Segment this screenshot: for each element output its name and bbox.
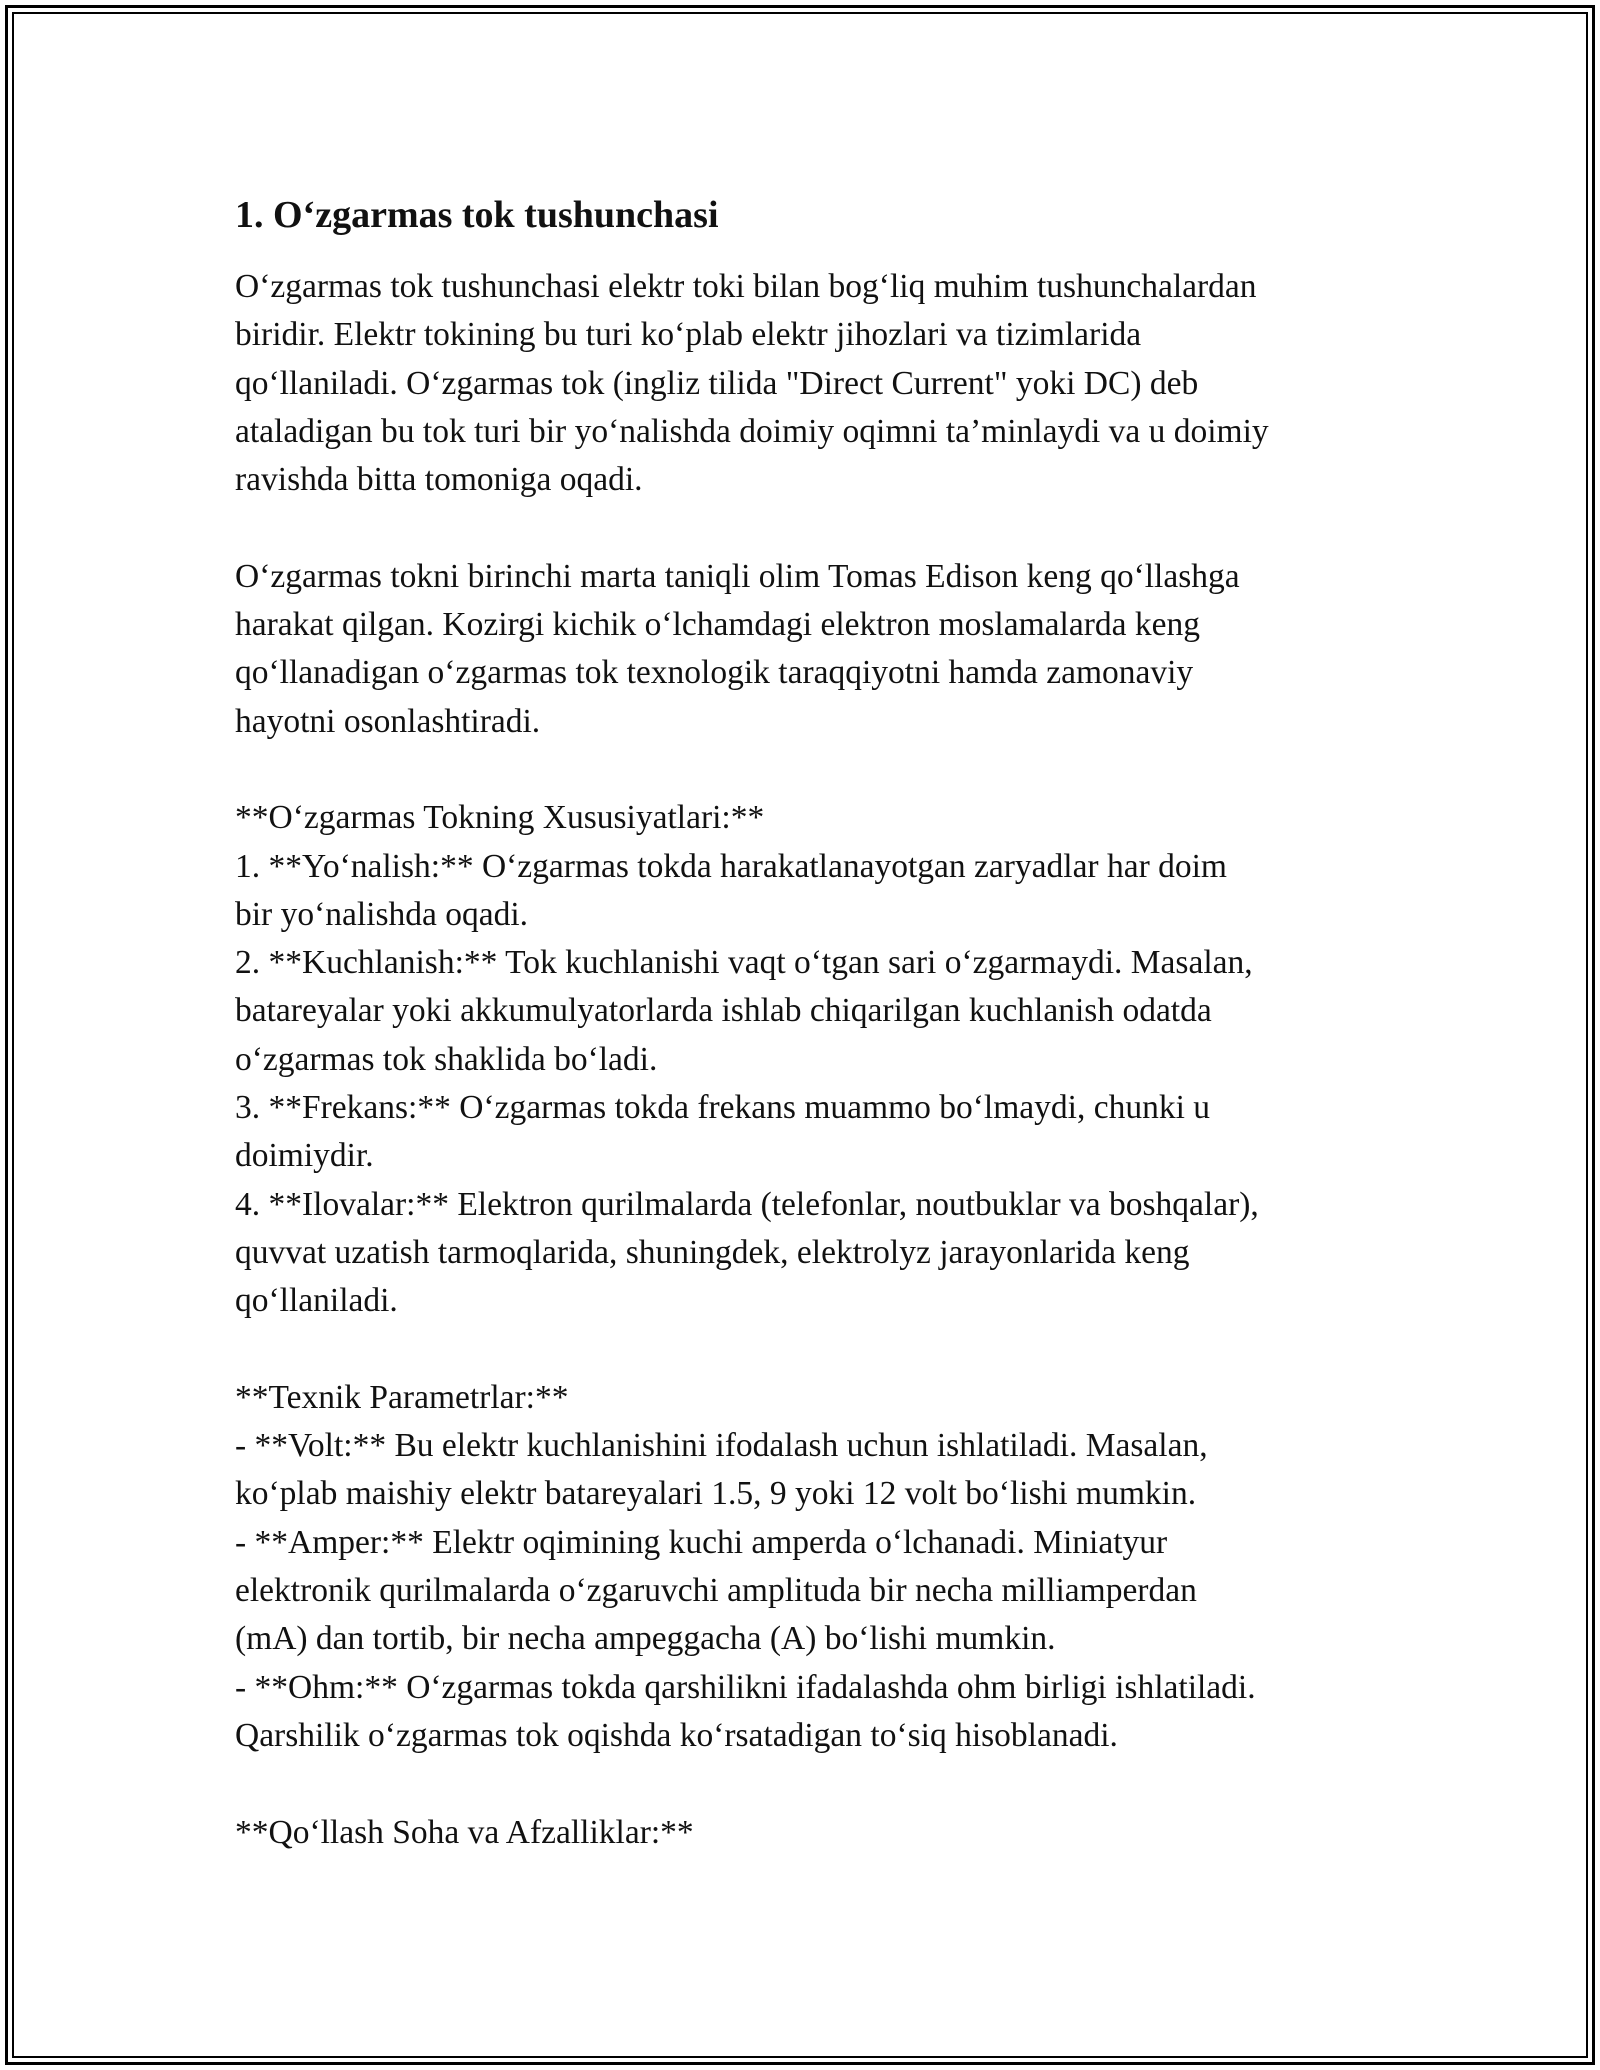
paragraph-applications-heading: **Qo‘llash Soha va Afzalliklar:** (235, 1813, 694, 1851)
document-body (235, 190, 1385, 1857)
paragraph-intro: O‘zgarmas tok tushunchasi elektr toki bilan bog‘liq muhim tushunchalardan biridir. Elektr tokining bu turi ko‘plab elektr jihozlari va tizimlarida qo‘llaniladi. O‘zgarmas tok (ingliz tilida "Direct Current" yoki DC) deb ataladigan bu tok turi bir yo‘nalishda doimiy oqimni ta’minlaydi va u doimiy ravishda bitta tomoniga oqadi. (235, 268, 1269, 499)
document-title: 1. O‘zgarmas tok tushunchasi (235, 194, 719, 236)
paragraph-history: O‘zgarmas tokni birinchi marta taniqli olim Tomas Edison keng qo‘llashga harakat qilgan. Kozirgi kichik o‘lchamdagi elektron moslamalarda keng qo‘llanadigan o‘zgarmas tok texnologik taraqqiyotni hamda zamonaviy hayotni osonlashtiradi. (235, 557, 1240, 740)
paragraph-technical-parameters: **Texnik Parametrlar:** - **Volt:** Bu elektr kuchlanishini ifodalash uchun ishlatiladi. Masalan, ko‘plab maishiy elektr batareyalari 1.5, 9 yoki 12 volt bo‘lishi mumkin. - **Amper:** Elektr oqimining kuchi amperda o‘lchanadi. Miniatyur elektronik qurilmalarda o‘zgaruvchi amplituda bir necha milliamperdan (mA) dan tortib, bir necha ampeggacha (A) bo‘lishi mumkin. - **Ohm:** O‘zgarmas tokda qarshilikni ifadalashda ohm birligi ishlatiladi. Qarshilik o‘zgarmas tok oqishda ko‘rsatadigan to‘siq hisoblanadi. (235, 1378, 1256, 1754)
paragraph-properties: **O‘zgarmas Tokning Xususiyatlari:** 1. **Yo‘nalish:** O‘zgarmas tokda harakatlanayotgan zaryadlar har doim bir yo‘nalishda oqadi. 2. **Kuchlanish:** Tok kuchlanishi vaqt o‘tgan sari o‘zgarmaydi. Masalan, batareyalar yoki akkumulyatorlarda ishlab chiqarilgan kuchlanish odatda o‘zgarmas tok shaklida bo‘ladi. 3. **Frekans:** O‘zgarmas tokda frekans muammo bo‘lmaydi, chunki u doimiydir. 4. **Ilovalar:** Elektron qurilmalarda (telefonlar, noutbuklar va boshqalar), quvvat uzatish tarmoqlarida, shuningdek, elektrolyz jarayonlarida keng qo‘llaniladi. (235, 799, 1259, 1320)
